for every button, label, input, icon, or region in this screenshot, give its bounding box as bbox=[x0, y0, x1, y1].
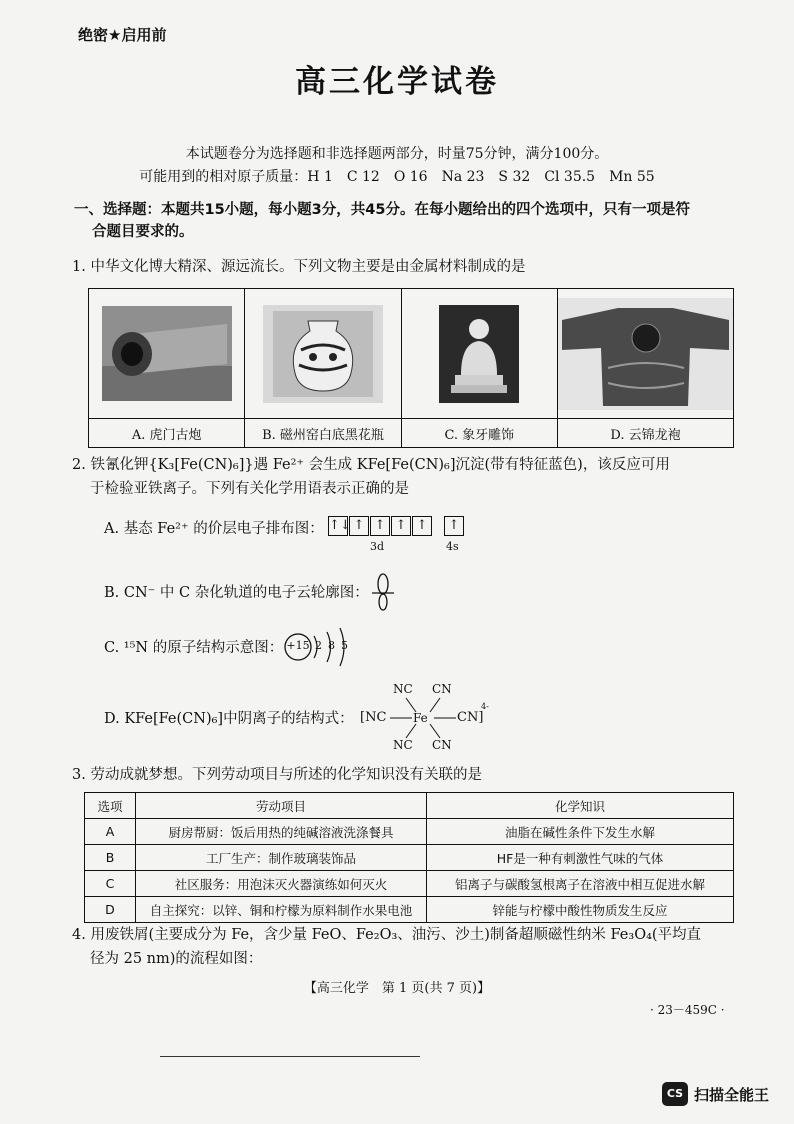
q1-option-a[interactable] bbox=[89, 289, 245, 447]
hybrid-orbital-icon bbox=[368, 572, 398, 612]
orbital-box: ↑ bbox=[370, 516, 390, 536]
cell-knowledge: 油脂在碱性条件下发生水解 bbox=[427, 819, 734, 845]
q1-option-c-label: C. 象牙雕饰 bbox=[444, 427, 515, 443]
label-4s: 4s bbox=[446, 540, 459, 553]
q1-option-b-label: B. 磁州窑白底黑花瓶 bbox=[262, 427, 384, 443]
label-3d: 3d bbox=[370, 540, 385, 553]
scanner-watermark: 扫描全能王 bbox=[694, 1086, 770, 1104]
nucleus-charge: +15 bbox=[286, 639, 310, 652]
orbital-box: ↑ bbox=[349, 516, 369, 536]
ivory-carving-image bbox=[402, 289, 557, 419]
orbital-box: ↑↓ bbox=[328, 516, 348, 536]
cell-knowledge: 铝离子与碳酸氢根离子在溶液中相互促进水解 bbox=[427, 871, 734, 897]
vase-image bbox=[245, 289, 400, 419]
shell-1: 2 bbox=[315, 639, 322, 652]
orbital-box: ↑ bbox=[391, 516, 411, 536]
ligand-bottom-right: CN bbox=[432, 738, 452, 752]
table-header-row bbox=[85, 793, 734, 819]
atom-structure-diagram bbox=[284, 622, 364, 672]
header-knowledge: 化学知识 bbox=[427, 793, 734, 819]
section1-line-1: 一、选择题：本题共15小题，每小题3分，共45分。在每小题给出的四个选项中，只有一项是符 bbox=[74, 202, 690, 218]
q3-table bbox=[84, 792, 734, 923]
shell-2: 8 bbox=[328, 639, 335, 652]
orbital-box: ↑ bbox=[444, 516, 464, 536]
table-row[interactable] bbox=[85, 819, 734, 845]
shell-3: 5 bbox=[341, 639, 348, 652]
cell-option: C bbox=[85, 871, 136, 897]
q1-option-c[interactable] bbox=[402, 289, 558, 447]
bottom-divider bbox=[160, 1056, 420, 1057]
cell-labor: 社区服务：用泡沫灭火器演练如何灭火 bbox=[136, 871, 427, 897]
q2-option-d: D. KFe[Fe(CN)₆]中阴离子的结构式： bbox=[104, 711, 354, 727]
page-footer: 【高三化学 第 1 页(共 7 页)】 bbox=[303, 981, 491, 996]
cell-option: D bbox=[85, 897, 136, 923]
exam-code: · 23－459C · bbox=[650, 1003, 725, 1017]
ferrocyanide-structure bbox=[360, 680, 490, 756]
cannon-image bbox=[89, 289, 244, 419]
q2-option-a: A. 基态 Fe²⁺ 的价层电子排布图： bbox=[104, 521, 324, 537]
q1-option-a-label: A. 虎门古炮 bbox=[131, 427, 202, 443]
q3-stem: 3. 劳动成就梦想。下列劳动项目与所述的化学知识没有关联的是 bbox=[72, 767, 482, 783]
intro-line-1: 本试题卷分为选择题和非选择题两部分，时量75分钟，满分100分。 bbox=[185, 146, 609, 162]
q2-stem-line-2: 于检验亚铁离子。下列有关化学用语表示正确的是 bbox=[90, 481, 409, 497]
secret-label: 绝密★启用前 bbox=[78, 26, 167, 44]
q4-stem-line-1: 4. 用废铁屑(主要成分为 Fe，含少量 FeO、Fe₂O₃、油污、沙土)制备超顺磁性纳米 Fe₃O₄(平均直 bbox=[72, 927, 702, 943]
section1-line-2: 合题目要求的。 bbox=[92, 224, 194, 240]
ligand-top-left: NC bbox=[393, 682, 413, 696]
intro-line-2: 可能用到的相对原子质量：H 1 C 12 O 16 Na 23 S 32 Cl 35.5 Mn 55 bbox=[139, 169, 655, 185]
q1-option-d[interactable] bbox=[558, 289, 733, 447]
cell-knowledge: HF是一种有刺激性气味的气体 bbox=[427, 845, 734, 871]
scanner-logo: CS bbox=[662, 1082, 688, 1106]
center-atom: Fe bbox=[413, 711, 428, 725]
table-row[interactable] bbox=[85, 897, 734, 923]
page-title: 高三化学试卷 bbox=[295, 64, 499, 100]
header-labor: 劳动项目 bbox=[136, 793, 427, 819]
q2-stem-line-1: 2. 铁氰化钾{K₃[Fe(CN)₆]}遇 Fe²⁺ 会生成 KFe[Fe(CN)₆]沉淀(带有特征蓝色)，该反应可用 bbox=[72, 457, 670, 473]
header-option: 选项 bbox=[85, 793, 136, 819]
q1-stem: 1. 中华文化博大精深、源远流长。下列文物主要是由金属材料制成的是 bbox=[72, 259, 526, 275]
ligand-left: [NC bbox=[360, 710, 387, 725]
q2-option-b: B. CN⁻ 中 C 杂化轨道的电子云轮廓图： bbox=[104, 585, 369, 601]
cell-labor: 工厂生产：制作玻璃装饰品 bbox=[136, 845, 427, 871]
cell-option: B bbox=[85, 845, 136, 871]
table-row[interactable] bbox=[85, 871, 734, 897]
orbital-box: ↑ bbox=[412, 516, 432, 536]
ligand-top-right: CN bbox=[432, 682, 452, 696]
cell-knowledge: 锌能与柠檬中酸性物质发生反应 bbox=[427, 897, 734, 923]
dragon-robe-image bbox=[558, 289, 733, 419]
ligand-bottom-left: NC bbox=[393, 738, 413, 752]
q1-option-b[interactable] bbox=[245, 289, 401, 447]
cell-option: A bbox=[85, 819, 136, 845]
q4-stem-line-2: 径为 25 nm)的流程如图： bbox=[90, 951, 263, 967]
q1-options-table bbox=[88, 288, 734, 448]
orbital-diagram bbox=[328, 516, 468, 558]
ligand-right: CN] bbox=[457, 710, 484, 725]
ion-charge: 4- bbox=[481, 702, 489, 711]
cell-labor: 厨房帮厨：饭后用热的纯碱溶液洗涤餐具 bbox=[136, 819, 427, 845]
q1-option-d-label: D. 云锦龙袍 bbox=[610, 427, 681, 443]
q2-option-c: C. ¹⁵N 的原子结构示意图： bbox=[104, 640, 284, 656]
cell-labor: 自主探究：以锌、铜和柠檬为原料制作水果电池 bbox=[136, 897, 427, 923]
table-row[interactable] bbox=[85, 845, 734, 871]
